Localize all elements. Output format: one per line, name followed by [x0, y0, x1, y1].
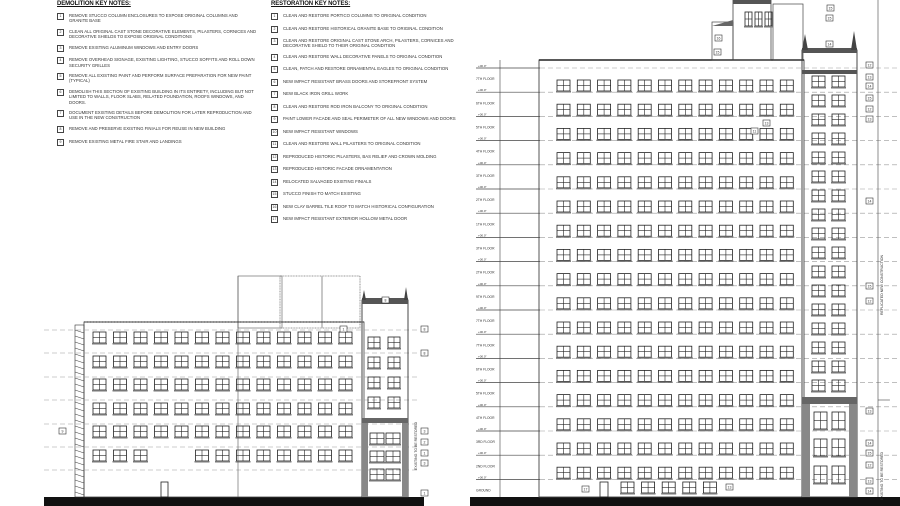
- note-text: STUCCO FINISH TO MATCH EXISTING: [283, 191, 361, 197]
- svg-text:13: 13: [867, 409, 872, 414]
- note-text: REPRODUCED HISTORIC FACADE ORNAMENTATION: [283, 166, 392, 172]
- svg-text:17: 17: [583, 487, 588, 492]
- svg-text:8: 8: [423, 351, 426, 356]
- note-text: NEW IMPACT RESISTANT EXTERIOR HOLLOW METAL DOOR: [283, 216, 408, 222]
- note-number-tag: 1: [57, 13, 64, 20]
- note-text: NEW IMPACT RESISTANT BRASS DOORS AND STOREFRONT SYSTEM: [283, 78, 428, 84]
- svg-text:1: 1: [423, 491, 426, 496]
- note-number-tag: 3: [57, 45, 64, 52]
- floor-level-label: 7TH FLOOR: [476, 343, 495, 348]
- note-number-tag: 4: [271, 54, 278, 61]
- floor-level-label: 2TH FLOOR: [476, 270, 495, 275]
- svg-text:+00.0": +00.0": [478, 306, 487, 310]
- note-text: REMOVE OVERHEAD SIGNAGE, EXISTING LIGHTING, STUCCO SOFFITS AND ROLL DOWN SECURITY GRILLES: [69, 57, 255, 68]
- svg-text:+00.0": +00.0": [478, 185, 487, 189]
- svg-text:14: 14: [867, 441, 872, 446]
- svg-text:+00.0": +00.0": [478, 427, 487, 431]
- note-text: RELOCATED SALVAGED EXISTING FINIALS: [283, 178, 372, 184]
- svg-text:+00.0": +00.0": [478, 136, 487, 141]
- svg-text:8: 8: [384, 298, 387, 303]
- door-icon: [161, 482, 168, 497]
- svg-text:3: 3: [423, 461, 426, 466]
- note-text: CLEAN ALL ORIGINAL CAST STONE DECORATIVE ELEMENTS, PILASTERS, CORNICES AND DECORATIVE SHIELDS TO EXPOSE ORIGINAL CONDITIONS: [69, 28, 257, 40]
- note-number-tag: 15: [272, 192, 277, 197]
- note-number-tag: 8: [57, 126, 64, 133]
- note-number-tag: 9: [271, 116, 278, 123]
- note-text: CLEAN, PATCH AND RESTORE ORNAMENTAL EAGLES TO ORIGINAL CONDITION: [283, 66, 449, 72]
- note-number-tag: 10: [272, 129, 277, 134]
- floor-level-label: 5TH FLOOR: [476, 125, 495, 130]
- demolition-notes-title: DEMOLITION KEY NOTES:: [57, 1, 131, 7]
- note-number-tag: 7: [57, 110, 64, 117]
- svg-text:15: 15: [828, 6, 833, 11]
- svg-text:13: 13: [867, 117, 872, 122]
- svg-text:12: 12: [867, 463, 872, 468]
- svg-text:2: 2: [423, 440, 426, 445]
- svg-text:8: 8: [423, 327, 426, 332]
- restoration-notes-title: RESTORATION KEY NOTES:: [271, 1, 351, 7]
- proposed-elevation: [470, 0, 900, 506]
- svg-text:+00.0": +00.0": [478, 64, 487, 68]
- note-text: CLEAN AND RESTORE ROD IRON BALCONY TO ORIGINAL CONDITION: [283, 103, 428, 109]
- existing-elevation: [44, 276, 428, 506]
- note-text: CLEAN AND RESTORE WALL DECORATIVE PANELS TO ORIGINAL CONDITION: [283, 53, 443, 59]
- note-number-tag: 6: [271, 79, 278, 86]
- note-text: CLEAN AND RESTORE ORIGINAL CAST STONE ARCH, PILASTERS, CORNICES AND DECORATIVE SHIELD TO THEIR ORIGINAL CONDITION: [283, 38, 454, 49]
- note-number-tag: 16: [272, 204, 277, 209]
- note-text: REMOVE EXISTING ALUMINUM WINDOWS AND ENTRY DOORS: [69, 44, 199, 50]
- note-number-tag: 4: [57, 57, 64, 64]
- note-text: REPRODUCED HISTORIC PILASTERS, BAS RELIEF AND CROWN MOLDING: [283, 153, 437, 159]
- note-number-tag: 5: [57, 73, 64, 80]
- svg-text:+00.0": +00.0": [478, 354, 487, 359]
- svg-text:12: 12: [867, 299, 872, 304]
- note-number-tag: 12: [272, 154, 277, 159]
- note-text: REMOVE AND PRESERVE EXISTING FINIALS FOR REUSE IN NEW BUILDING: [69, 126, 226, 132]
- floor-level-label: 1TH FLOOR: [476, 222, 495, 227]
- note-number-tag: 14: [272, 179, 277, 184]
- svg-text:14: 14: [867, 84, 872, 89]
- floor-level-label: 3RD FLOOR: [476, 440, 495, 445]
- floor-level-label: 4TH FLOOR: [476, 149, 495, 154]
- note-number-tag: 11: [272, 142, 277, 147]
- floor-level-label: 5TH FLOOR: [476, 391, 495, 396]
- svg-text:14: 14: [867, 489, 872, 494]
- existing-restored-label-right: EXISTING TO BE RESTORED: [880, 451, 884, 500]
- note-number-tag: 2: [271, 26, 278, 33]
- svg-text:+00.0": +00.0": [478, 402, 487, 407]
- svg-text:14: 14: [827, 42, 832, 47]
- note-number-tag: 5: [271, 66, 278, 73]
- note-number-tag: 3: [271, 38, 278, 45]
- note-number-tag: 6: [57, 89, 64, 96]
- svg-text:12: 12: [867, 63, 872, 68]
- svg-text:3: 3: [423, 429, 426, 434]
- floor-level-label: 6TH FLOOR: [476, 101, 495, 106]
- svg-text:+00.0": +00.0": [478, 475, 487, 480]
- svg-text:1: 1: [423, 451, 426, 456]
- svg-text:15: 15: [867, 96, 872, 101]
- note-text: CLEAN AND RESTORE WALL PILASTERS TO ORIGINAL CONDITION: [283, 141, 421, 147]
- note-number-tag: 9: [57, 139, 64, 146]
- note-text: PAINT LOWER FACADE AND SEAL PERIMETER OF ALL NEW WINDOWS AND DOORS: [283, 116, 456, 122]
- floor-level-label: 9TH FLOOR: [476, 294, 495, 299]
- note-number-tag: 7: [271, 91, 278, 98]
- svg-text:13: 13: [764, 121, 769, 126]
- floor-level-label: 2TH FLOOR: [476, 198, 495, 203]
- note-text: DEMOLISH THIS SECTION OF EXISTING BUILDING IN ITS ENTIRETY, INCLUDING BUT NOT LIMITED TO WALLS, FLOOR SLABS, RELATED FOUNDATION, ROOFS WINDOWS, AND DOORS.: [69, 89, 254, 105]
- svg-text:+00.0": +00.0": [478, 88, 487, 93]
- svg-text:+00.0": +00.0": [478, 281, 487, 286]
- svg-text:+00.0": +00.0": [478, 451, 487, 456]
- floor-level-label: 4TH FLOOR: [476, 415, 495, 420]
- svg-text:+00.0": +00.0": [478, 209, 487, 214]
- note-text: REMOVE EXISTING METAL FIRE STAIR AND LANDINGS: [69, 138, 182, 144]
- note-number-tag: 13: [272, 167, 277, 172]
- svg-text:14: 14: [867, 199, 872, 204]
- svg-text:+00.0": +00.0": [478, 160, 487, 165]
- note-number-tag: 8: [271, 104, 278, 111]
- svg-text:15: 15: [867, 451, 872, 456]
- note-number-tag: 2: [57, 29, 64, 36]
- svg-text:13: 13: [867, 479, 872, 484]
- note-text: CLEAN AND RESTORE HISTORICAL GRANITE BASE TO ORIGINAL CONDITION: [283, 25, 443, 31]
- floor-level-label: GROUND: [476, 488, 491, 493]
- svg-text:13: 13: [867, 75, 872, 80]
- floor-level-label: 7TH FLOOR: [476, 77, 495, 82]
- svg-text:15: 15: [715, 50, 720, 55]
- svg-text:+00.0": +00.0": [478, 233, 487, 238]
- svg-text:+00.0": +00.0": [478, 378, 487, 383]
- svg-text:+00.0": +00.0": [478, 330, 487, 335]
- svg-text:+00.0": +00.0": [478, 112, 487, 117]
- existing-restored-label: EXISTING TO BE RESTORED: [414, 421, 418, 470]
- note-text: NEW CLAY BARREL TILE ROOF TO MATCH HISTORICAL CONFIGURATION: [283, 203, 434, 209]
- svg-text:16: 16: [716, 36, 721, 41]
- note-text: NEW IMPACT RESISTANT WINDOWS: [283, 128, 358, 134]
- replicated-construction-label: REPLICATED NEW CONSTRUCTION: [880, 254, 884, 315]
- floor-level-label: 7TH FLOOR: [476, 319, 495, 324]
- floor-level-label: 2ND FLOOR: [476, 464, 495, 469]
- note-text: REMOVE ALL EXISTING PAINT AND PERFORM SURFACE PREPARATION FOR NEW PAINT (TYPICAL): [69, 73, 252, 84]
- svg-text:+00.0": +00.0": [478, 257, 487, 262]
- svg-text:1: 1: [342, 327, 345, 332]
- floor-level-label: 3TH FLOOR: [476, 173, 495, 178]
- door-icon: [600, 482, 608, 497]
- note-text: REMOVE STUCCO COLUMN ENCLOSURES TO EXPOSE ORIGINAL COLUMNS AND GRANITE BASE: [69, 13, 238, 24]
- svg-text:11: 11: [752, 129, 757, 134]
- svg-text:12: 12: [867, 107, 872, 112]
- svg-text:9: 9: [61, 429, 64, 434]
- note-text: DOCUMENT EXISTING DETAILS BEFORE DEMOLITION FOR LATER REPRODUCTION AND USE IN THE NEW CONSTRUCTION: [69, 110, 252, 121]
- note-text: NEW BLACK IRON GRILL WORK: [283, 91, 349, 97]
- floor-level-label: 6TH FLOOR: [476, 367, 495, 372]
- svg-text:13: 13: [727, 485, 732, 490]
- svg-text:15: 15: [867, 284, 872, 289]
- note-number-tag: 17: [272, 217, 277, 222]
- floor-level-label: 3TH FLOOR: [476, 246, 495, 251]
- note-text: CLEAN AND RESTORE PORTICO COLUMNS TO ORIGINAL CONDITION: [283, 13, 427, 18]
- note-number-tag: 1: [271, 13, 278, 20]
- svg-text:15: 15: [827, 16, 832, 21]
